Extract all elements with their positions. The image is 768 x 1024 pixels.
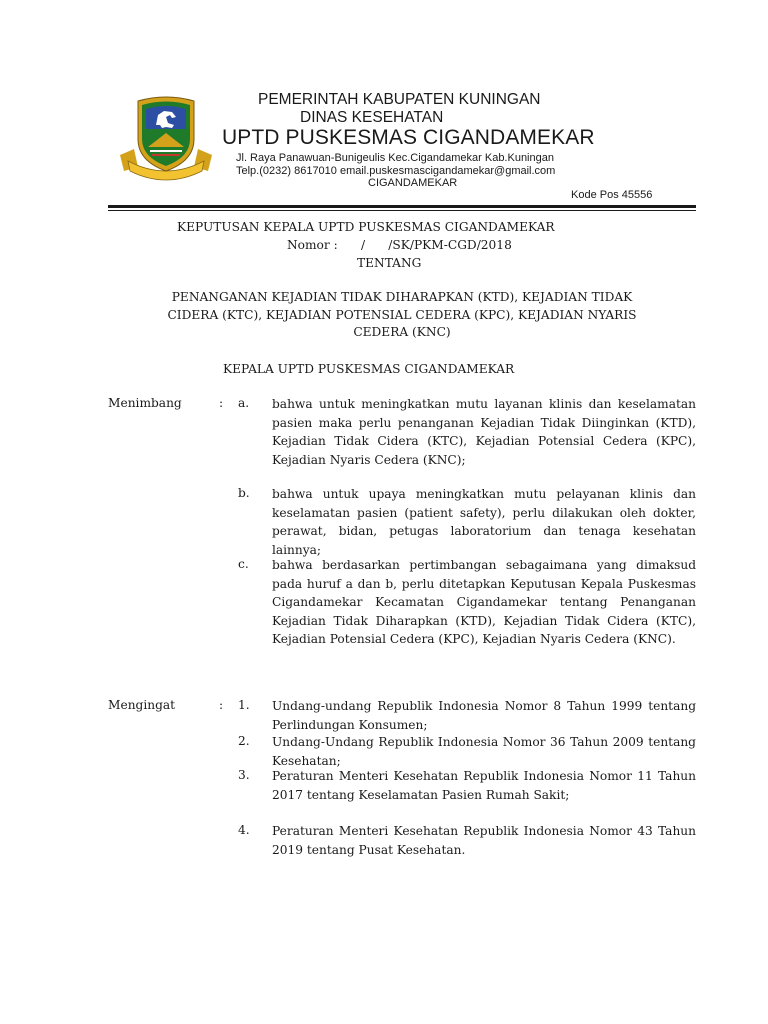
letterhead-divider-thin [108,210,696,211]
decree-number: Nomor : / /SK/PKM-CGD/2018 [287,238,512,252]
mengingat-item-text: Peraturan Menteri Kesehatan Republik Indonesia Nomor 11 Tahun 2017 tentang Keselamatan Pasien Rumah Sakit; [272,769,696,802]
decree-subject-line: CEDERA (KNC) [353,325,451,339]
decree-subject-line: CIDERA (KTC), KEJADIAN POTENSIAL CEDERA (KPC), KEJADIAN NYARIS [167,307,637,322]
mengingat-item-mark: 3. [238,768,250,782]
mengingat-item-mark: 1. [238,698,250,712]
menimbang-item-text: bahwa untuk meningkatkan mutu layanan klinis dan keselamatan pasien maka perlu penanganan Kejadian Tidak Diinginkan (KTD), Kejadian Tidak Cidera (KTC), Kejadian Potensial Cedera (KPC), Kejadian Nyaris Cedera (KNC); [272,397,696,467]
decree-tentang: TENTANG [357,256,422,270]
menimbang-item-text: bahwa untuk upaya meningkatkan mutu pelayanan klinis dan keselamatan pasien (patient safety), perlu dilakukan oleh dokter, perawat, bidan, petugas laboratorium dan tenaga kesehatan lainnya; [272,487,696,557]
mengingat-item-mark: 4. [238,823,250,837]
kuningan-regency-emblem-logo [118,95,214,183]
menimbang-item-text: bahwa berdasarkan pertimbangan sebagaimana yang dimaksud pada huruf a dan b, perlu ditetapkan Keputusan Kepala Puskesmas Cigandamekar Kecamatan Cigandamekar tentang Penanganan Kejadian Tidak Diharapkan (KTD), Kejadian Tidak Cidera (KTC), Kejadian Potensial Cedera (KPC), Kejadian Nyaris Cedera (KNC). [272,558,696,646]
mengingat-colon: : [219,698,224,712]
menimbang-label: Menimbang [108,396,182,410]
decree-subject [108,289,696,342]
menimbang-item-mark: b. [238,486,250,500]
mengingat-item-text: Undang-Undang Republik Indonesia Nomor 36 Tahun 2009 tentang Kesehatan; [272,735,696,768]
mengingat-label: Mengingat [108,698,176,712]
mengingat-item-text: Undang-undang Republik Indonesia Nomor 8 Tahun 1999 tentang Perlindungan Konsumen; [272,699,696,732]
mengingat-item-mark: 2. [238,734,250,748]
menimbang-colon: : [219,396,224,410]
menimbang-item-mark: c. [238,557,249,571]
menimbang-item-mark: a. [238,396,250,410]
letterhead-contact-continued: CIGANDAMEKAR [368,177,458,189]
letterhead-divider-thick [108,205,696,208]
decree-issuer: KEPALA UPTD PUSKESMAS CIGANDAMEKAR [223,362,515,376]
letterhead-contact: Telp.(0232) 8617010 email.puskesmascigandamekar@gmail.com [236,165,556,177]
letterhead-agency: DINAS KESEHATAN [300,109,444,126]
letterhead-postal-code: Kode Pos 45556 [571,189,653,201]
letterhead-institution: UPTD PUSKESMAS CIGANDAMEKAR [222,126,595,149]
letterhead-government: PEMERINTAH KABUPATEN KUNINGAN [258,91,541,108]
letterhead-address: Jl. Raya Panawuan-Bunigeulis Kec.Cigandamekar Kab.Kuningan [236,152,554,164]
decree-title: KEPUTUSAN KEPALA UPTD PUSKESMAS CIGANDAMEKAR [177,220,555,234]
mengingat-item-text: Peraturan Menteri Kesehatan Republik Indonesia Nomor 43 Tahun 2019 tentang Pusat Kesehatan. [272,824,696,857]
decree-subject-line: PENANGANAN KEJADIAN TIDAK DIHARAPKAN (KTD), KEJADIAN TIDAK [171,290,633,304]
